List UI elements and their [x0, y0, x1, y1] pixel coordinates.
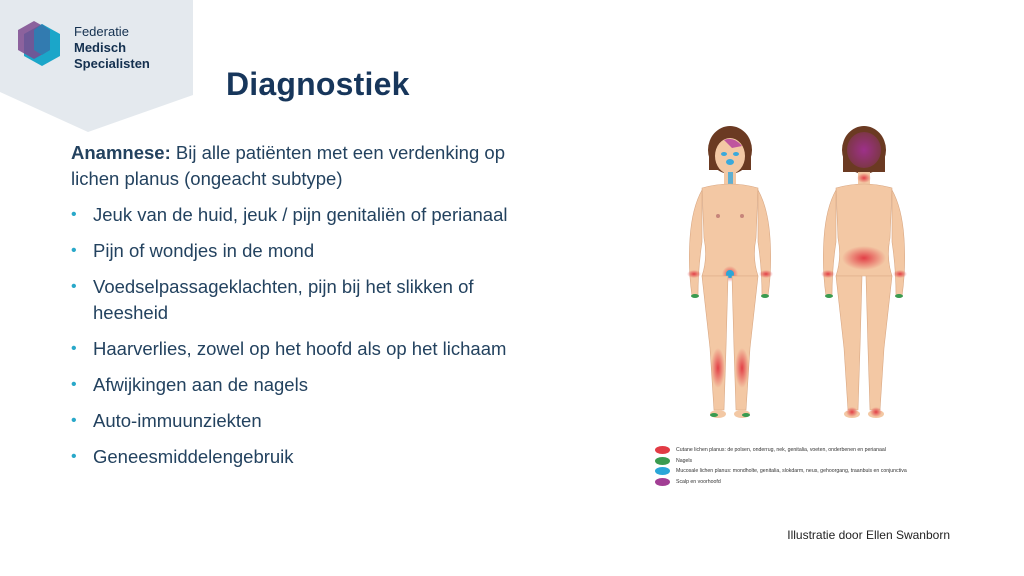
list-item — [71, 202, 521, 228]
list-item — [71, 238, 521, 264]
list-item — [71, 372, 521, 398]
list-item — [71, 408, 521, 434]
anamnese-intro — [71, 140, 521, 192]
legend-swatch-green — [655, 457, 670, 465]
list-item-text: Jeuk van de huid, jeuk / pijn genitaliën of perianaal — [93, 204, 508, 225]
legend-text: Nagels — [676, 457, 693, 464]
bullet-icon: • — [71, 278, 77, 295]
legend-swatch-red — [655, 446, 670, 454]
logo-line-3: Specialisten — [74, 56, 150, 71]
legend-item — [655, 445, 975, 455]
list-item-text: Pijn of wondjes in de mond — [93, 240, 315, 261]
bullet-icon: • — [71, 376, 77, 393]
legend-item — [655, 466, 975, 476]
legend-text: Mucosale lichen planus: mondholte, genitalia, slokdarm, neus, gehoorgang, traanbuis en conjunctiva — [676, 468, 907, 474]
anamnese-text: Bij alle patiënten met een verdenking op lichen planus (ongeacht subtype) — [71, 142, 505, 189]
back-figure — [821, 126, 907, 418]
list-item — [71, 336, 521, 362]
list-item — [71, 444, 521, 470]
logo-icon — [16, 18, 66, 70]
legend-text: Cutane lichen planus: de polsen, onderrug, nek, genitalia, voeten, onderbenen en perianaal — [676, 447, 886, 453]
symptom-list — [71, 202, 521, 470]
front-figure — [687, 126, 773, 418]
bullet-icon: • — [71, 340, 77, 357]
slide-title: Diagnostiek — [226, 66, 410, 102]
content-text — [71, 140, 521, 480]
illustration-credit: Illustratie door Ellen Swanborn — [787, 528, 950, 542]
logo-line-1: Federatie — [74, 24, 129, 39]
list-item-text: Afwijkingen aan de nagels — [93, 374, 308, 395]
bullet-icon: • — [71, 448, 77, 465]
illustration-legend — [655, 445, 975, 487]
legend-swatch-blue — [655, 467, 670, 475]
legend-swatch-purple — [655, 478, 670, 486]
bullet-icon: • — [71, 206, 77, 223]
logo-wordmark[interactable] — [74, 24, 150, 72]
legend-item — [655, 456, 975, 466]
body-illustration — [672, 118, 952, 430]
list-item — [71, 274, 521, 326]
bullet-icon: • — [71, 242, 77, 259]
list-item-text: Haarverlies, zowel op het hoofd als op het lichaam — [93, 338, 507, 359]
list-item-text: Geneesmiddelengebruik — [93, 446, 294, 467]
legend-text: Scalp en voorhoofd — [676, 478, 721, 485]
legend-item — [655, 477, 975, 487]
anamnese-label: Anamnese: — [71, 142, 171, 163]
list-item-text: Voedselpassageklachten, pijn bij het slikken of heesheid — [93, 276, 474, 323]
list-item-text: Auto-immuunziekten — [93, 410, 262, 431]
logo-line-2: Medisch — [74, 40, 127, 55]
bullet-icon: • — [71, 412, 77, 429]
